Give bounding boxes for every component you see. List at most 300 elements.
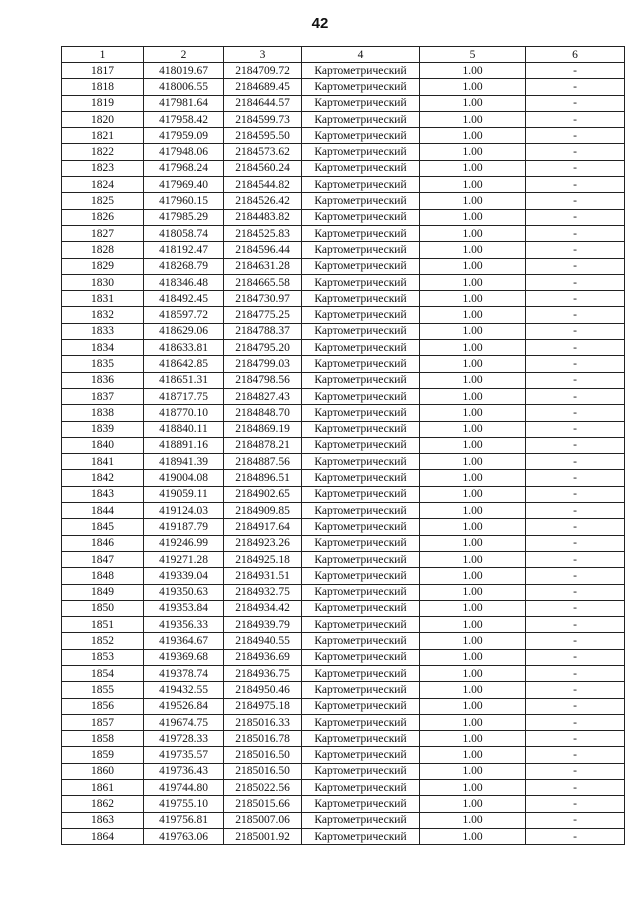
cell-description: - <box>526 535 625 551</box>
cell-x: 417969.40 <box>144 177 224 193</box>
cell-y: 2184483.82 <box>224 209 302 225</box>
cell-y: 2184795.20 <box>224 340 302 356</box>
table-row <box>62 714 625 730</box>
cell-accuracy: 1.00 <box>420 731 526 747</box>
cell-x: 419756.81 <box>144 812 224 828</box>
cell-accuracy: 1.00 <box>420 323 526 339</box>
cell-accuracy: 1.00 <box>420 405 526 421</box>
cell-x: 419735.57 <box>144 747 224 763</box>
cell-x: 417968.24 <box>144 160 224 176</box>
table-row <box>62 519 625 535</box>
cell-accuracy: 1.00 <box>420 144 526 160</box>
cell-description: - <box>526 405 625 421</box>
cell-method: Картометрический <box>302 714 420 730</box>
column-header-point-number: 1 <box>62 47 144 63</box>
cell-accuracy: 1.00 <box>420 63 526 79</box>
cell-description: - <box>526 584 625 600</box>
cell-point-number: 1853 <box>62 649 144 665</box>
cell-y: 2184560.24 <box>224 160 302 176</box>
cell-method: Картометрический <box>302 258 420 274</box>
cell-accuracy: 1.00 <box>420 763 526 779</box>
cell-accuracy: 1.00 <box>420 584 526 600</box>
cell-accuracy: 1.00 <box>420 682 526 698</box>
cell-method: Картометрический <box>302 421 420 437</box>
cell-accuracy: 1.00 <box>420 128 526 144</box>
cell-x: 419763.06 <box>144 828 224 844</box>
cell-description: - <box>526 160 625 176</box>
cell-y: 2185015.66 <box>224 796 302 812</box>
cell-description: - <box>526 633 625 649</box>
cell-y: 2184909.85 <box>224 503 302 519</box>
cell-accuracy: 1.00 <box>420 340 526 356</box>
cell-accuracy: 1.00 <box>420 454 526 470</box>
cell-description: - <box>526 763 625 779</box>
cell-y: 2184939.79 <box>224 617 302 633</box>
cell-accuracy: 1.00 <box>420 780 526 796</box>
cell-y: 2184923.26 <box>224 535 302 551</box>
cell-x: 418651.31 <box>144 372 224 388</box>
cell-accuracy: 1.00 <box>420 307 526 323</box>
cell-point-number: 1859 <box>62 747 144 763</box>
cell-point-number: 1825 <box>62 193 144 209</box>
cell-x: 418346.48 <box>144 274 224 290</box>
cell-x: 419736.43 <box>144 763 224 779</box>
cell-point-number: 1832 <box>62 307 144 323</box>
cell-x: 418597.72 <box>144 307 224 323</box>
cell-accuracy: 1.00 <box>420 209 526 225</box>
table-row <box>62 340 625 356</box>
cell-accuracy: 1.00 <box>420 274 526 290</box>
cell-method: Картометрический <box>302 225 420 241</box>
cell-point-number: 1831 <box>62 291 144 307</box>
cell-accuracy: 1.00 <box>420 388 526 404</box>
cell-point-number: 1837 <box>62 388 144 404</box>
cell-y: 2184936.69 <box>224 649 302 665</box>
cell-x: 419674.75 <box>144 714 224 730</box>
cell-description: - <box>526 274 625 290</box>
cell-point-number: 1848 <box>62 568 144 584</box>
cell-method: Картометрический <box>302 682 420 698</box>
cell-point-number: 1820 <box>62 111 144 127</box>
table-row <box>62 584 625 600</box>
table-row <box>62 323 625 339</box>
cell-x: 418629.06 <box>144 323 224 339</box>
table-row <box>62 291 625 307</box>
cell-point-number: 1827 <box>62 225 144 241</box>
cell-accuracy: 1.00 <box>420 568 526 584</box>
cell-point-number: 1829 <box>62 258 144 274</box>
cell-point-number: 1826 <box>62 209 144 225</box>
cell-x: 419246.99 <box>144 535 224 551</box>
table-row <box>62 535 625 551</box>
table-row <box>62 551 625 567</box>
cell-accuracy: 1.00 <box>420 503 526 519</box>
cell-point-number: 1824 <box>62 177 144 193</box>
cell-accuracy: 1.00 <box>420 617 526 633</box>
cell-y: 2184925.18 <box>224 551 302 567</box>
cell-accuracy: 1.00 <box>420 258 526 274</box>
cell-method: Картометрический <box>302 600 420 616</box>
cell-method: Картометрический <box>302 388 420 404</box>
cell-method: Картометрический <box>302 274 420 290</box>
cell-x: 417948.06 <box>144 144 224 160</box>
cell-x: 419356.33 <box>144 617 224 633</box>
cell-method: Картометрический <box>302 731 420 747</box>
cell-x: 419526.84 <box>144 698 224 714</box>
coordinates-table <box>61 46 625 845</box>
cell-accuracy: 1.00 <box>420 177 526 193</box>
cell-description: - <box>526 242 625 258</box>
table-row <box>62 731 625 747</box>
cell-y: 2185016.78 <box>224 731 302 747</box>
table-row <box>62 633 625 649</box>
cell-y: 2185016.33 <box>224 714 302 730</box>
cell-y: 2184931.51 <box>224 568 302 584</box>
table-row <box>62 828 625 844</box>
table-row <box>62 209 625 225</box>
cell-description: - <box>526 454 625 470</box>
cell-description: - <box>526 665 625 681</box>
cell-description: - <box>526 812 625 828</box>
table-row <box>62 454 625 470</box>
cell-description: - <box>526 388 625 404</box>
table-row <box>62 307 625 323</box>
cell-point-number: 1864 <box>62 828 144 844</box>
cell-description: - <box>526 177 625 193</box>
cell-method: Картометрический <box>302 160 420 176</box>
table-row <box>62 356 625 372</box>
cell-description: - <box>526 95 625 111</box>
cell-accuracy: 1.00 <box>420 193 526 209</box>
cell-description: - <box>526 551 625 567</box>
cell-point-number: 1863 <box>62 812 144 828</box>
table-row <box>62 486 625 502</box>
cell-method: Картометрический <box>302 209 420 225</box>
table-row <box>62 258 625 274</box>
cell-x: 418642.85 <box>144 356 224 372</box>
cell-x: 419728.33 <box>144 731 224 747</box>
table-row <box>62 437 625 453</box>
table-row <box>62 242 625 258</box>
cell-description: - <box>526 486 625 502</box>
cell-x: 418192.47 <box>144 242 224 258</box>
cell-y: 2184878.21 <box>224 437 302 453</box>
cell-accuracy: 1.00 <box>420 470 526 486</box>
cell-point-number: 1846 <box>62 535 144 551</box>
cell-method: Картометрический <box>302 356 420 372</box>
cell-x: 418840.11 <box>144 421 224 437</box>
cell-point-number: 1823 <box>62 160 144 176</box>
cell-y: 2185016.50 <box>224 763 302 779</box>
cell-y: 2184544.82 <box>224 177 302 193</box>
table-row <box>62 225 625 241</box>
cell-x: 418891.16 <box>144 437 224 453</box>
cell-description: - <box>526 372 625 388</box>
table-row <box>62 763 625 779</box>
cell-method: Картометрический <box>302 372 420 388</box>
cell-point-number: 1821 <box>62 128 144 144</box>
cell-method: Картометрический <box>302 780 420 796</box>
column-header-description: 6 <box>526 47 625 63</box>
header-row <box>62 47 625 63</box>
cell-x: 418268.79 <box>144 258 224 274</box>
cell-description: - <box>526 568 625 584</box>
cell-y: 2184644.57 <box>224 95 302 111</box>
cell-method: Картометрический <box>302 633 420 649</box>
cell-y: 2184887.56 <box>224 454 302 470</box>
cell-x: 417981.64 <box>144 95 224 111</box>
table-body <box>62 63 625 845</box>
cell-method: Картометрический <box>302 405 420 421</box>
page-number: 42 <box>311 15 329 32</box>
table-row <box>62 405 625 421</box>
cell-method: Картометрический <box>302 551 420 567</box>
cell-point-number: 1861 <box>62 780 144 796</box>
cell-description: - <box>526 796 625 812</box>
cell-accuracy: 1.00 <box>420 486 526 502</box>
cell-accuracy: 1.00 <box>420 356 526 372</box>
table-row <box>62 682 625 698</box>
cell-method: Картометрический <box>302 63 420 79</box>
cell-accuracy: 1.00 <box>420 372 526 388</box>
cell-point-number: 1819 <box>62 95 144 111</box>
cell-x: 419432.55 <box>144 682 224 698</box>
cell-point-number: 1834 <box>62 340 144 356</box>
cell-accuracy: 1.00 <box>420 519 526 535</box>
cell-description: - <box>526 731 625 747</box>
cell-point-number: 1850 <box>62 600 144 616</box>
cell-y: 2184848.70 <box>224 405 302 421</box>
cell-accuracy: 1.00 <box>420 242 526 258</box>
cell-x: 419755.10 <box>144 796 224 812</box>
cell-point-number: 1839 <box>62 421 144 437</box>
cell-method: Картометрический <box>302 340 420 356</box>
cell-description: - <box>526 193 625 209</box>
column-header-y: 3 <box>224 47 302 63</box>
cell-point-number: 1818 <box>62 79 144 95</box>
table-row <box>62 160 625 176</box>
cell-y: 2184936.75 <box>224 665 302 681</box>
table-row <box>62 747 625 763</box>
cell-y: 2184665.58 <box>224 274 302 290</box>
cell-x: 418492.45 <box>144 291 224 307</box>
cell-method: Картометрический <box>302 665 420 681</box>
cell-accuracy: 1.00 <box>420 812 526 828</box>
cell-x: 419124.03 <box>144 503 224 519</box>
cell-point-number: 1857 <box>62 714 144 730</box>
cell-description: - <box>526 111 625 127</box>
cell-description: - <box>526 682 625 698</box>
cell-y: 2184932.75 <box>224 584 302 600</box>
cell-description: - <box>526 421 625 437</box>
table-row <box>62 665 625 681</box>
table-row <box>62 470 625 486</box>
cell-point-number: 1835 <box>62 356 144 372</box>
cell-description: - <box>526 340 625 356</box>
column-header-accuracy: 5 <box>420 47 526 63</box>
cell-method: Картометрический <box>302 535 420 551</box>
cell-method: Картометрический <box>302 111 420 127</box>
cell-y: 2185007.06 <box>224 812 302 828</box>
cell-accuracy: 1.00 <box>420 225 526 241</box>
cell-y: 2184869.19 <box>224 421 302 437</box>
cell-accuracy: 1.00 <box>420 714 526 730</box>
cell-point-number: 1845 <box>62 519 144 535</box>
cell-x: 417960.15 <box>144 193 224 209</box>
table-row <box>62 95 625 111</box>
cell-y: 2185001.92 <box>224 828 302 844</box>
cell-description: - <box>526 323 625 339</box>
cell-accuracy: 1.00 <box>420 828 526 844</box>
cell-description: - <box>526 698 625 714</box>
cell-description: - <box>526 747 625 763</box>
cell-method: Картометрический <box>302 307 420 323</box>
cell-point-number: 1858 <box>62 731 144 747</box>
cell-description: - <box>526 63 625 79</box>
cell-y: 2185016.50 <box>224 747 302 763</box>
cell-y: 2184775.25 <box>224 307 302 323</box>
cell-description: - <box>526 617 625 633</box>
cell-method: Картометрический <box>302 177 420 193</box>
cell-point-number: 1840 <box>62 437 144 453</box>
cell-accuracy: 1.00 <box>420 437 526 453</box>
cell-description: - <box>526 437 625 453</box>
cell-accuracy: 1.00 <box>420 747 526 763</box>
cell-accuracy: 1.00 <box>420 95 526 111</box>
cell-point-number: 1830 <box>62 274 144 290</box>
cell-accuracy: 1.00 <box>420 698 526 714</box>
cell-description: - <box>526 649 625 665</box>
cell-description: - <box>526 307 625 323</box>
cell-method: Картометрический <box>302 323 420 339</box>
cell-x: 419350.63 <box>144 584 224 600</box>
cell-x: 419353.84 <box>144 600 224 616</box>
cell-point-number: 1856 <box>62 698 144 714</box>
cell-point-number: 1843 <box>62 486 144 502</box>
cell-point-number: 1836 <box>62 372 144 388</box>
cell-method: Картометрический <box>302 437 420 453</box>
column-header-method: 4 <box>302 47 420 63</box>
cell-x: 419187.79 <box>144 519 224 535</box>
cell-y: 2184631.28 <box>224 258 302 274</box>
cell-x: 418058.74 <box>144 225 224 241</box>
cell-accuracy: 1.00 <box>420 551 526 567</box>
cell-point-number: 1844 <box>62 503 144 519</box>
cell-y: 2184595.50 <box>224 128 302 144</box>
cell-description: - <box>526 209 625 225</box>
cell-point-number: 1852 <box>62 633 144 649</box>
cell-x: 418006.55 <box>144 79 224 95</box>
cell-accuracy: 1.00 <box>420 633 526 649</box>
cell-method: Картометрический <box>302 242 420 258</box>
cell-x: 417985.29 <box>144 209 224 225</box>
cell-method: Картометрический <box>302 519 420 535</box>
cell-point-number: 1822 <box>62 144 144 160</box>
cell-method: Картометрический <box>302 584 420 600</box>
cell-method: Картометрический <box>302 747 420 763</box>
cell-x: 417958.42 <box>144 111 224 127</box>
cell-method: Картометрический <box>302 812 420 828</box>
cell-point-number: 1854 <box>62 665 144 681</box>
cell-description: - <box>526 714 625 730</box>
cell-method: Картометрический <box>302 568 420 584</box>
cell-description: - <box>526 225 625 241</box>
cell-accuracy: 1.00 <box>420 535 526 551</box>
table-row <box>62 144 625 160</box>
cell-accuracy: 1.00 <box>420 796 526 812</box>
cell-accuracy: 1.00 <box>420 291 526 307</box>
column-header-x: 2 <box>144 47 224 63</box>
cell-point-number: 1847 <box>62 551 144 567</box>
cell-method: Картометрический <box>302 649 420 665</box>
cell-x: 418019.67 <box>144 63 224 79</box>
table-row <box>62 812 625 828</box>
cell-point-number: 1833 <box>62 323 144 339</box>
cell-y: 2184709.72 <box>224 63 302 79</box>
table-row <box>62 63 625 79</box>
cell-method: Картометрический <box>302 193 420 209</box>
table-row <box>62 372 625 388</box>
cell-point-number: 1842 <box>62 470 144 486</box>
table-row <box>62 617 625 633</box>
cell-description: - <box>526 258 625 274</box>
cell-description: - <box>526 780 625 796</box>
cell-method: Картометрический <box>302 828 420 844</box>
cell-x: 419369.68 <box>144 649 224 665</box>
cell-method: Картометрический <box>302 503 420 519</box>
cell-point-number: 1817 <box>62 63 144 79</box>
cell-y: 2184799.03 <box>224 356 302 372</box>
table-header <box>62 47 625 63</box>
cell-y: 2184934.42 <box>224 600 302 616</box>
cell-point-number: 1855 <box>62 682 144 698</box>
table-row <box>62 388 625 404</box>
cell-accuracy: 1.00 <box>420 111 526 127</box>
cell-method: Картометрический <box>302 617 420 633</box>
cell-y: 2184573.62 <box>224 144 302 160</box>
cell-method: Картометрический <box>302 79 420 95</box>
cell-x: 418770.10 <box>144 405 224 421</box>
cell-y: 2184689.45 <box>224 79 302 95</box>
table-row <box>62 503 625 519</box>
cell-x: 418941.39 <box>144 454 224 470</box>
table-row <box>62 796 625 812</box>
cell-point-number: 1828 <box>62 242 144 258</box>
cell-method: Картометрический <box>302 470 420 486</box>
cell-accuracy: 1.00 <box>420 600 526 616</box>
cell-x: 417959.09 <box>144 128 224 144</box>
cell-description: - <box>526 144 625 160</box>
cell-description: - <box>526 470 625 486</box>
cell-accuracy: 1.00 <box>420 665 526 681</box>
cell-description: - <box>526 356 625 372</box>
table-row <box>62 193 625 209</box>
table-row <box>62 698 625 714</box>
cell-x: 419004.08 <box>144 470 224 486</box>
cell-method: Картометрический <box>302 796 420 812</box>
cell-method: Картометрический <box>302 95 420 111</box>
cell-method: Картометрический <box>302 698 420 714</box>
cell-y: 2184975.18 <box>224 698 302 714</box>
cell-point-number: 1838 <box>62 405 144 421</box>
table-row <box>62 600 625 616</box>
cell-description: - <box>526 519 625 535</box>
cell-description: - <box>526 828 625 844</box>
cell-x: 419339.04 <box>144 568 224 584</box>
table-row <box>62 111 625 127</box>
cell-method: Картометрический <box>302 291 420 307</box>
cell-method: Картометрический <box>302 486 420 502</box>
